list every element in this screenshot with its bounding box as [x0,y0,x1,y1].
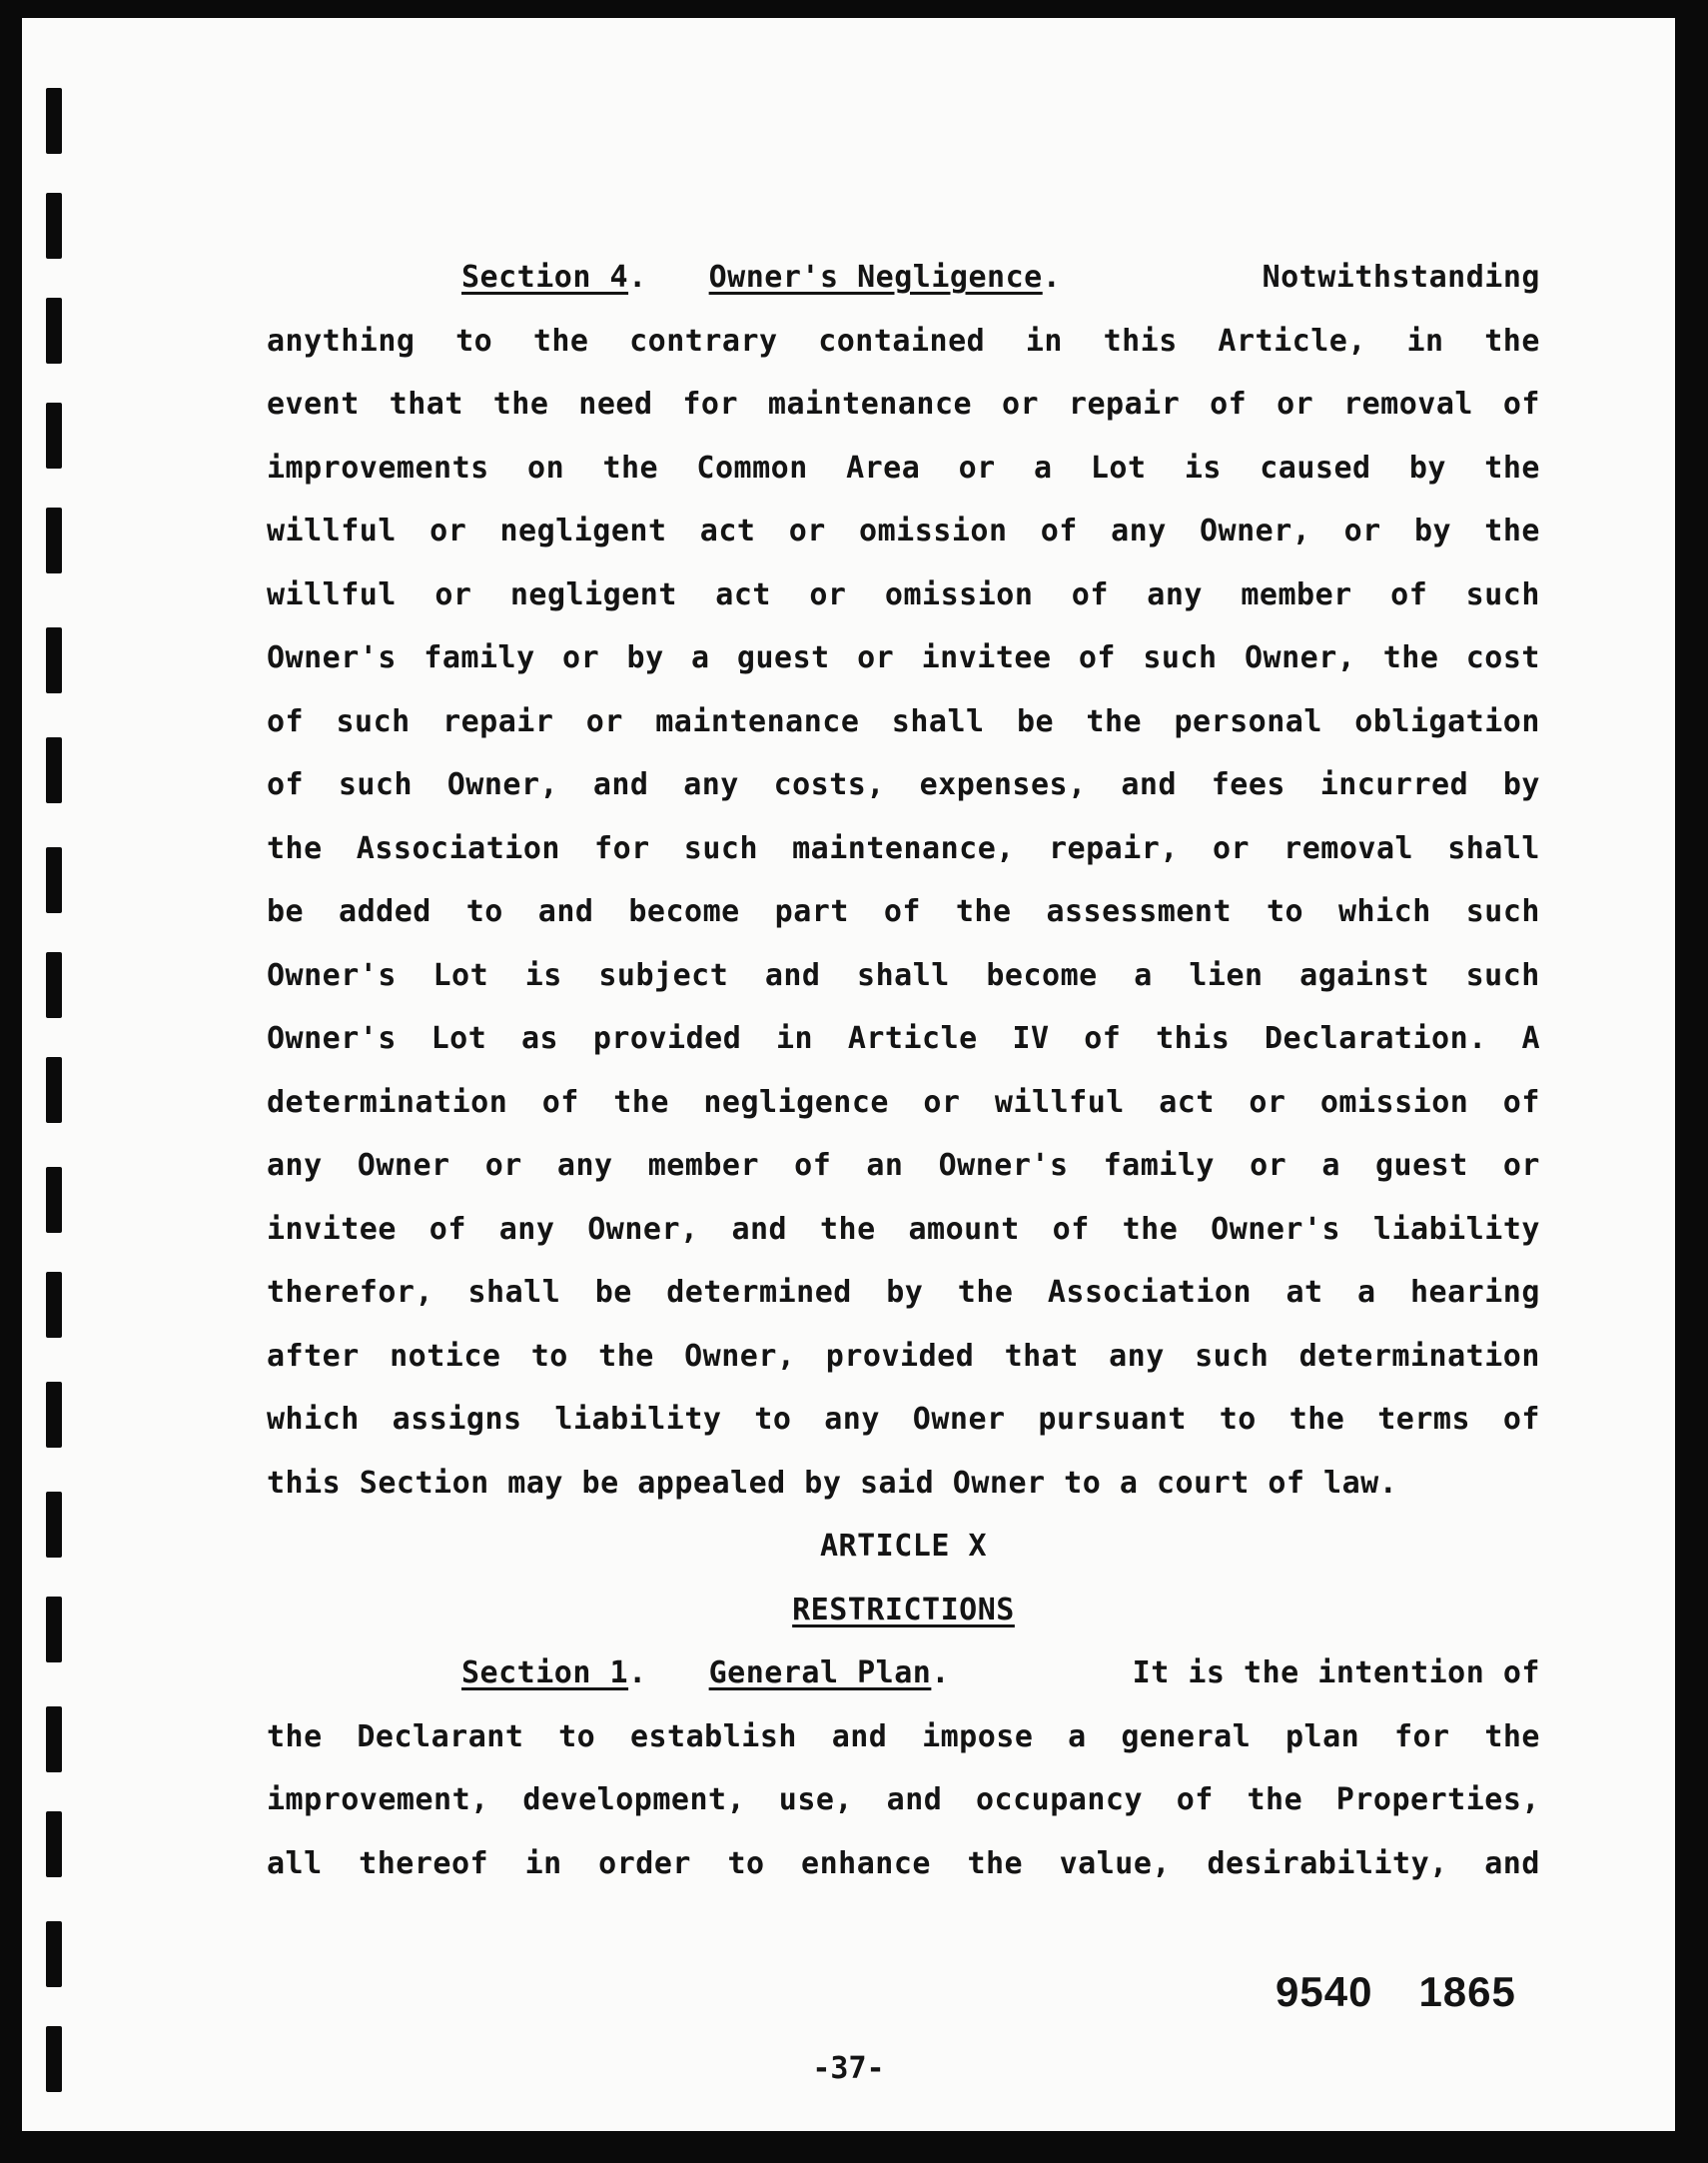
word: to [465,894,503,929]
word: any [267,1148,323,1183]
word: which [1338,894,1431,929]
word: any [1111,514,1167,548]
section-1-heading-line: Section 1 . General Plan . It is the intention of [267,1641,1540,1705]
section-4-heading-line: Section 4 . Owner's Negligence . Notwithstanding [267,246,1540,310]
word: occupancy [976,1782,1144,1817]
word: of [1084,1021,1122,1056]
word: Owner's [1211,1211,1341,1247]
word: use, [778,1782,854,1817]
text-line [267,563,1540,627]
word: the [1122,1211,1179,1247]
binding-hole-mark [46,847,62,913]
word: Association [356,830,560,866]
word: all [267,1845,323,1881]
binding-hole-mark [46,1811,62,1877]
word: repair [1068,387,1181,422]
word: a [691,640,710,675]
word: or [958,450,996,486]
word: against [1299,957,1430,993]
word: omission [884,576,1034,612]
word: the [1484,323,1540,359]
word: subject [598,957,729,993]
word: of [1502,387,1540,422]
word: Owner [357,1148,450,1183]
binding-hole-mark [46,403,62,469]
word: Common [696,450,808,486]
word: Declaration. [1265,1021,1487,1056]
word: guest [736,640,830,675]
word: the [267,830,323,866]
word: a [1034,450,1053,486]
word: Association [1047,1275,1253,1310]
binding-hole-mark [46,1272,62,1338]
word: of [1052,1211,1090,1247]
article-heading: ARTICLE X [819,1529,988,1564]
word: member [647,1148,760,1183]
word: pursuant [1038,1402,1187,1437]
word: the [532,323,589,359]
word: such [338,767,414,802]
binding-hole-mark [46,1597,62,1662]
word: of [428,1211,466,1247]
word: for [594,830,650,866]
word: establish [629,1718,797,1754]
word: hearing [1409,1275,1540,1310]
word: Article [847,1021,978,1056]
word: the [1484,514,1540,548]
word: a [1321,1148,1340,1183]
word: Owner, [587,1211,699,1247]
word: and [537,894,594,929]
word: be [267,894,305,929]
word: of [883,894,921,929]
word: or [1212,830,1251,866]
word: or [1502,1148,1540,1183]
word: and [886,1782,943,1817]
word: or [788,514,826,548]
word: cost [1465,640,1540,675]
word: or [1343,514,1381,548]
word: an [866,1148,904,1183]
word: impose [922,1718,1034,1754]
word: Owner, [684,1338,796,1374]
word: therefor, [267,1275,434,1310]
word: or [809,576,847,612]
word: family [1103,1148,1215,1183]
word: anything [267,323,416,359]
word: amount [908,1211,1020,1247]
word: such [1465,894,1540,929]
word: shall [1447,830,1540,866]
word: maintenance [655,703,860,739]
word: a [1134,957,1153,993]
word: the [1484,450,1540,486]
word: Declarant [357,1718,524,1754]
word: part [774,894,849,929]
section-1-label: Section 1 [461,1655,629,1690]
word: the [267,1718,323,1754]
word: in [1025,323,1063,359]
word: or [585,703,623,739]
binding-hole-mark [46,627,62,693]
text-line [267,1768,1540,1832]
word: assigns [392,1402,522,1437]
word: assessment [1046,894,1233,929]
word: or [1250,1148,1287,1183]
word: terms [1377,1402,1471,1437]
word: Lot [430,1021,487,1056]
word: such [683,830,759,866]
word: or [857,640,895,675]
word: or [434,576,472,612]
binding-hole-mark [46,298,62,364]
word: Owner's [267,640,397,675]
word: by [1502,767,1540,802]
word: or [429,514,467,548]
word: Owner, [1200,514,1311,548]
word: willful [267,576,397,612]
word: act [715,576,771,612]
word: or [562,640,600,675]
word: incurred [1319,767,1469,802]
word: provided [825,1338,975,1374]
word: liability [1372,1211,1540,1247]
word: desirability, [1207,1845,1448,1881]
word: become [986,957,1098,993]
word: the [598,1338,654,1374]
section-1-paragraph [267,1705,1540,1896]
word: removal [1343,387,1473,422]
word: the [492,387,549,422]
word: member [1241,576,1352,612]
word: willful [994,1084,1125,1120]
word: of [267,703,305,739]
word: be [594,1275,632,1310]
word: to [754,1402,792,1437]
page-number: -37- [812,2051,885,2086]
word: by [886,1275,924,1310]
word: invitee [921,640,1052,675]
word: to [1266,894,1304,929]
binding-hole-mark [46,1382,62,1448]
word: determined [666,1275,852,1310]
section-4-last-line [267,1452,1540,1516]
word: to [727,1845,765,1881]
section-4-label: Section 4 [461,260,629,295]
word: such [1195,1338,1270,1374]
word: value, [1059,1845,1171,1881]
binding-hole-mark [46,193,62,259]
word: of [541,1084,579,1120]
word: improvements [267,450,489,486]
word: the [1382,640,1439,675]
text-line [267,626,1540,690]
word: Owner's [938,1148,1069,1183]
word: as [521,1021,559,1056]
word: and [731,1211,788,1247]
word: any [683,767,739,802]
word: repair [442,703,554,739]
binding-hole-mark [46,1167,62,1233]
word: this [1103,323,1178,359]
word: or [484,1148,522,1183]
word: be [1016,703,1055,739]
word: at [1285,1275,1323,1310]
word: Owner [912,1402,1006,1437]
word: a [1357,1275,1376,1310]
word: to [530,1338,568,1374]
word: determination [1298,1338,1540,1374]
text-line [267,373,1540,437]
word: of [1078,640,1116,675]
recording-page-number: 1865 [1418,1968,1516,2015]
word: the [1086,703,1143,739]
word: the [1247,1782,1303,1817]
section-1-first-line-tail: It is the intention of [1132,1655,1540,1690]
word: for [1393,1718,1450,1754]
word: for [682,387,739,422]
word: and [592,767,649,802]
section-4-last-line-text: this Section may be appealed by said Owner to a court of law. [267,1465,1398,1501]
word: and [1484,1845,1540,1881]
word: this [1156,1021,1231,1056]
word: such [1465,576,1540,612]
text-line [267,1832,1540,1896]
word: added [339,894,431,929]
word: need [578,387,653,422]
word: on [527,450,565,486]
word: by [626,640,664,675]
word: any [824,1402,880,1437]
word: of [1390,576,1428,612]
word: of [1210,387,1248,422]
word: Owner, [446,767,559,802]
word: the [1288,1402,1345,1437]
word: Properties, [1335,1782,1540,1817]
word: the [957,1275,1014,1310]
binding-hole-mark [46,737,62,803]
word: enhance [801,1845,931,1881]
word: provided [592,1021,742,1056]
word: in [524,1845,562,1881]
text-line [267,500,1540,563]
word: in [1406,323,1444,359]
word: shall [857,957,950,993]
word: development, [522,1782,746,1817]
word: maintenance [767,387,973,422]
word: the [1484,1718,1540,1754]
word: contrary [629,323,778,359]
word: to [455,323,493,359]
word: any [498,1211,555,1247]
word: Article, [1218,323,1366,359]
binding-hole-mark [46,1921,62,1987]
word: obligation [1354,703,1540,739]
word: to [558,1718,596,1754]
document-page [22,18,1675,2131]
word: guest [1374,1148,1468,1183]
recording-stamp [1276,1968,1516,2016]
word: or [1249,1084,1286,1120]
word: notice [390,1338,501,1374]
word: which [267,1402,360,1437]
word: and [831,1718,888,1754]
word: and [1121,767,1178,802]
binding-hole-mark [46,952,62,1018]
word: of [1040,514,1078,548]
text-line [267,944,1540,1008]
word: Lot [432,957,489,993]
word: is [524,957,562,993]
word: that [1004,1338,1079,1374]
word: the [955,894,1012,929]
word: IV [1012,1021,1050,1056]
word: improvement, [267,1782,489,1817]
word: general [1121,1718,1252,1754]
word: determination [267,1084,508,1120]
word: is [1184,450,1222,486]
word: costs, [773,767,885,802]
word: omission [1319,1084,1469,1120]
recording-book-number: 9540 [1276,1968,1373,2015]
text-line [267,437,1540,501]
word: that [389,387,463,422]
text-line [267,1071,1540,1135]
word: negligence [703,1084,889,1120]
section-4-paragraph [267,310,1540,1452]
word: of [267,767,305,802]
word: Owner, [1244,640,1356,675]
word: by [1413,514,1452,548]
word: such [336,703,411,739]
text-line [267,817,1540,881]
word: liability [554,1402,722,1437]
article-subheading-text: RESTRICTIONS [792,1592,1015,1627]
word: expenses, [919,767,1087,802]
word: omission [859,514,1008,548]
document-body [267,246,1540,1895]
binding-hole-mark [46,1492,62,1558]
word: any [1109,1338,1165,1374]
word: and [764,957,821,993]
word: fees [1211,767,1285,802]
binding-hole-mark [46,1706,62,1772]
word: become [628,894,740,929]
word: removal [1283,830,1414,866]
word: of [1071,576,1109,612]
text-line [267,753,1540,817]
word: repair, [1048,830,1179,866]
word: or [923,1084,961,1120]
word: thereof [359,1845,489,1881]
word: the [967,1845,1024,1881]
word: order [598,1845,691,1881]
word: such [1465,957,1540,993]
word: Owner's [267,1021,397,1056]
word: personal [1174,703,1322,739]
word: of [1176,1782,1214,1817]
text-line [267,1325,1540,1389]
word: A [1521,1021,1540,1056]
word: Lot [1090,450,1147,486]
word: a [1068,1718,1087,1754]
word: or [1277,387,1314,422]
word: act [1159,1084,1215,1120]
word: by [1408,450,1446,486]
word: plan [1285,1718,1360,1754]
binding-hole-mark [46,88,62,154]
word: any [1147,576,1203,612]
word: such [1143,640,1218,675]
word: to [1219,1402,1257,1437]
text-line [267,1134,1540,1198]
word: negligent [499,514,667,548]
article-subheading [267,1579,1540,1642]
word: family [424,640,535,675]
word: the [602,450,659,486]
section-1-title: General Plan [708,1655,932,1690]
word: in [776,1021,814,1056]
word: the [819,1211,876,1247]
text-line [267,1261,1540,1325]
word: lien [1189,957,1264,993]
text-line [267,1007,1540,1071]
word: negligent [509,576,677,612]
text-line [267,310,1540,374]
text-line [267,1388,1540,1452]
text-line [267,1198,1540,1262]
word: shall [467,1275,561,1310]
word: Area [846,450,921,486]
word: Owner's [267,957,397,993]
word: of [794,1148,832,1183]
word: after [267,1338,360,1374]
text-line [267,880,1540,944]
binding-hole-mark [46,508,62,573]
word: contained [818,323,986,359]
word: maintenance, [792,830,1015,866]
word: of [1502,1402,1540,1437]
word: invitee [267,1211,397,1247]
word: event [267,387,360,422]
word: act [699,514,756,548]
word: shall [891,703,985,739]
word: any [556,1148,613,1183]
word: the [613,1084,669,1120]
text-line [267,690,1540,754]
binding-hole-mark [46,1057,62,1123]
text-line [267,1705,1540,1769]
section-4-title: Owner's Negligence [708,260,1043,295]
word: willful [267,514,397,548]
word: of [1502,1084,1540,1120]
section-4-first-line-tail: Notwithstanding [1262,260,1540,295]
word: caused [1260,450,1371,486]
word: or [1001,387,1040,422]
